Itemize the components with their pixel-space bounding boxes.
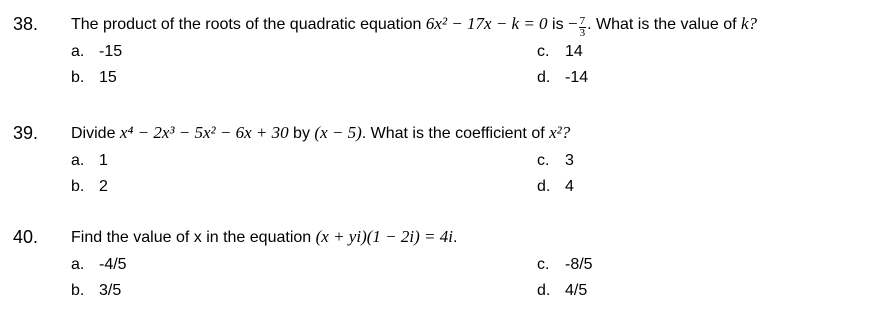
option-value: -8/5 (565, 256, 593, 273)
question-text-part: is (552, 16, 564, 33)
question-text (71, 12, 757, 39)
question-text-part: The product of the roots of the quadratic equation (71, 16, 422, 33)
option-value: -4/5 (99, 256, 127, 273)
question-number: 38. (13, 14, 39, 34)
option-letter: d. (537, 282, 551, 299)
question-text-part: Divide (71, 125, 116, 142)
divisor-expression: (x − 5) (314, 123, 362, 142)
question-text (71, 121, 570, 146)
minus-sign: − (568, 14, 578, 33)
option-b[interactable] (71, 281, 121, 301)
option-value: 3 (565, 152, 574, 169)
option-d[interactable] (537, 177, 574, 197)
question-number: 39. (13, 123, 39, 143)
option-c[interactable] (537, 151, 574, 171)
option-d[interactable] (537, 281, 587, 301)
complex-equation: (x + yi)(1 − 2i) = 4i (315, 227, 453, 246)
variable-k: k (740, 14, 749, 33)
option-value: 1 (99, 152, 108, 169)
question-38 (0, 12, 878, 108)
option-value: 4 (565, 178, 574, 195)
option-a[interactable] (71, 255, 127, 275)
option-letter: b. (71, 69, 85, 86)
quadratic-equation: 6x² − 17x − k = 0 (425, 14, 548, 33)
option-b[interactable] (71, 68, 117, 88)
fraction (579, 16, 587, 39)
option-a[interactable] (71, 42, 122, 62)
fraction-numerator: 7 (579, 15, 586, 27)
option-b[interactable] (71, 177, 108, 197)
question-39 (0, 121, 878, 217)
option-value: -14 (565, 69, 589, 86)
option-letter: c. (537, 152, 550, 169)
option-value: 3/5 (99, 282, 122, 299)
question-text-part: . What is the coefficient of (361, 125, 545, 142)
option-value: 15 (99, 69, 117, 86)
option-letter: a. (71, 256, 85, 273)
option-a[interactable] (71, 151, 108, 171)
question-mark: ? (748, 14, 758, 33)
fraction-expression (568, 14, 587, 39)
option-d[interactable] (537, 68, 588, 88)
term-expression: x² (549, 123, 562, 142)
question-text-part: . What is the value of (587, 16, 737, 33)
option-value: 2 (99, 178, 108, 195)
option-c[interactable] (537, 42, 583, 62)
polynomial-expression: x⁴ − 2x³ − 5x² − 6x + 30 (119, 123, 289, 142)
question-number: 40. (13, 227, 39, 247)
option-letter: a. (71, 152, 85, 169)
option-letter: b. (71, 282, 85, 299)
option-letter: a. (71, 43, 85, 60)
period: . (452, 229, 458, 246)
option-letter: d. (537, 178, 551, 195)
question-text-part: by (293, 125, 310, 142)
question-mark: ? (561, 123, 571, 142)
option-value: 14 (565, 43, 583, 60)
option-letter: d. (537, 69, 551, 86)
question-text-part: Find the value of x in the equation (71, 229, 312, 246)
fraction-denominator: 3 (579, 27, 586, 39)
option-value: 4/5 (565, 282, 588, 299)
option-letter: c. (537, 43, 550, 60)
option-letter: c. (537, 256, 550, 273)
question-40 (0, 225, 878, 321)
question-text (71, 225, 457, 250)
option-value: -15 (99, 43, 123, 60)
option-c[interactable] (537, 255, 593, 275)
option-letter: b. (71, 178, 85, 195)
